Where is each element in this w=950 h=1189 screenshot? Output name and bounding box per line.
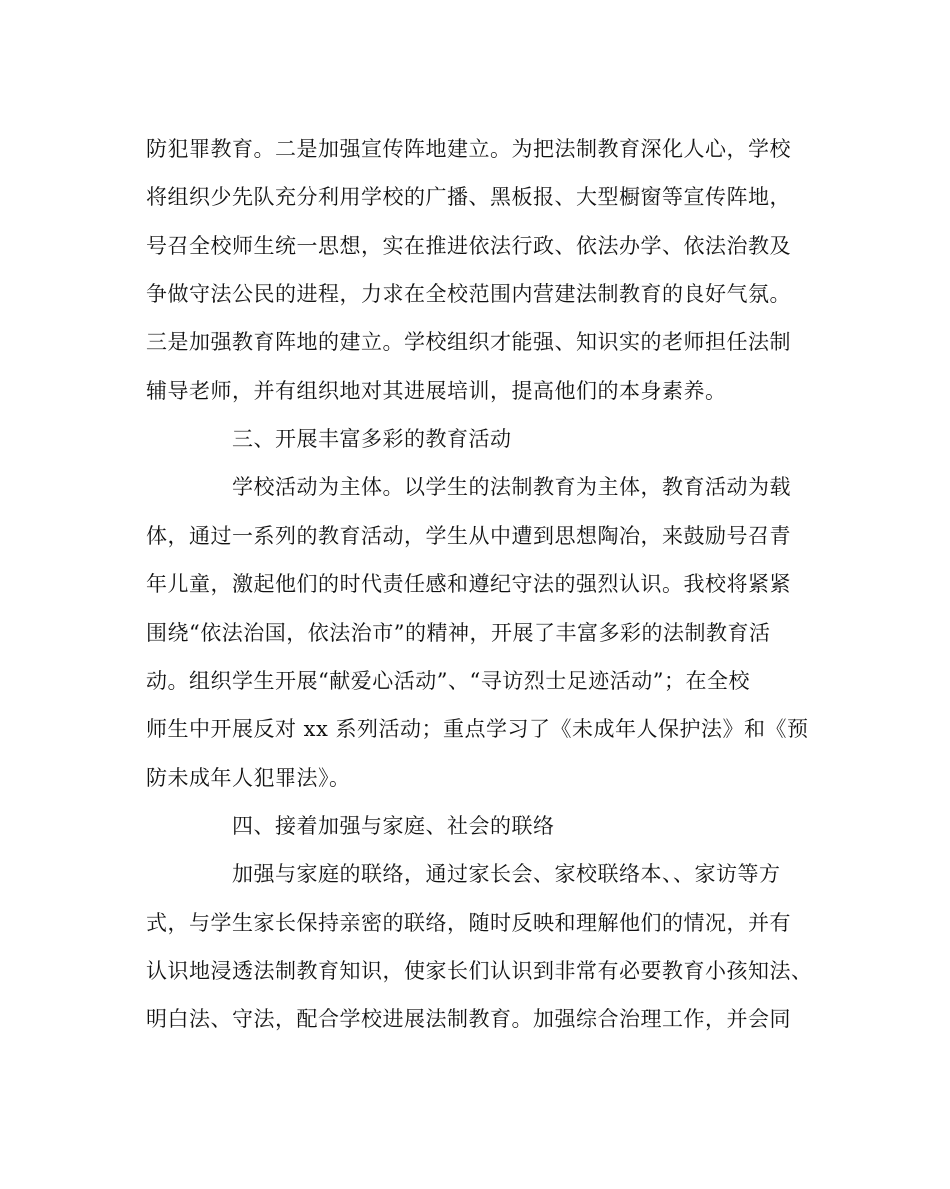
paragraph-line: 防犯罪教育。二是加强宣传阵地建立。为把法制教育深化人心，学校 <box>146 137 791 161</box>
paragraph-line: 明白法、守法，配合学校进展法制教育。加强综合治理工作，并会同 <box>146 1007 791 1031</box>
paragraph-line: 认识地浸透法制教育知识，使家长们认识到非常有必要教育小孩知法、 <box>146 959 813 983</box>
paragraph-line: 动。组织学生开展“献爱心活动”、“寻访烈士足迹活动”；在全校 <box>146 669 750 693</box>
paragraph-line: 三是加强教育阵地的建立。学校组织才能强、知识实的老师担任法制 <box>146 330 791 354</box>
paragraph-line: 将组织少先队充分利用学校的广播、黑板报、大型橱窗等宣传阵地， <box>146 185 791 209</box>
paragraph-line: 师生中开展反对 xx 系列活动；重点学习了《未成年人保护法》和《预 <box>146 717 809 741</box>
paragraph-line: 式，与学生家长保持亲密的联络，随时反映和理解他们的情况，并有 <box>146 911 791 935</box>
section-heading: 三、开展丰富多彩的教育活动 <box>232 427 512 451</box>
paragraph-line: 年儿童，激起他们的时代责任感和遵纪守法的强烈认识。我校将紧紧 <box>146 572 791 596</box>
paragraph-line: 体，通过一系列的教育活动，学生从中遭到思想陶冶，来鼓励号召青 <box>146 524 791 548</box>
paragraph-line: 争做守法公民的进程，力求在全校范围内营建法制教育的良好气氛。 <box>146 282 791 306</box>
paragraph-line: 防未成年人犯罪法》。 <box>146 766 351 790</box>
paragraph-line: 辅导老师，并有组织地对其进展培训，提高他们的本身素养。 <box>146 379 727 403</box>
paragraph-line: 加强与家庭的联络，通过家长会、家校联络本、、家访等方 <box>232 862 781 886</box>
paragraph-line: 学校活动为主体。以学生的法制教育为主体，教育活动为载 <box>232 475 791 499</box>
paragraph-line: 号召全校师生统一思想，实在推进依法行政、依法办学、依法治教及 <box>146 234 791 258</box>
section-heading: 四、接着加强与家庭、社会的联络 <box>232 814 555 838</box>
paragraph-line: 围绕“依法治国，依法治市”的精神，开展了丰富多彩的法制教育活 <box>146 621 771 645</box>
